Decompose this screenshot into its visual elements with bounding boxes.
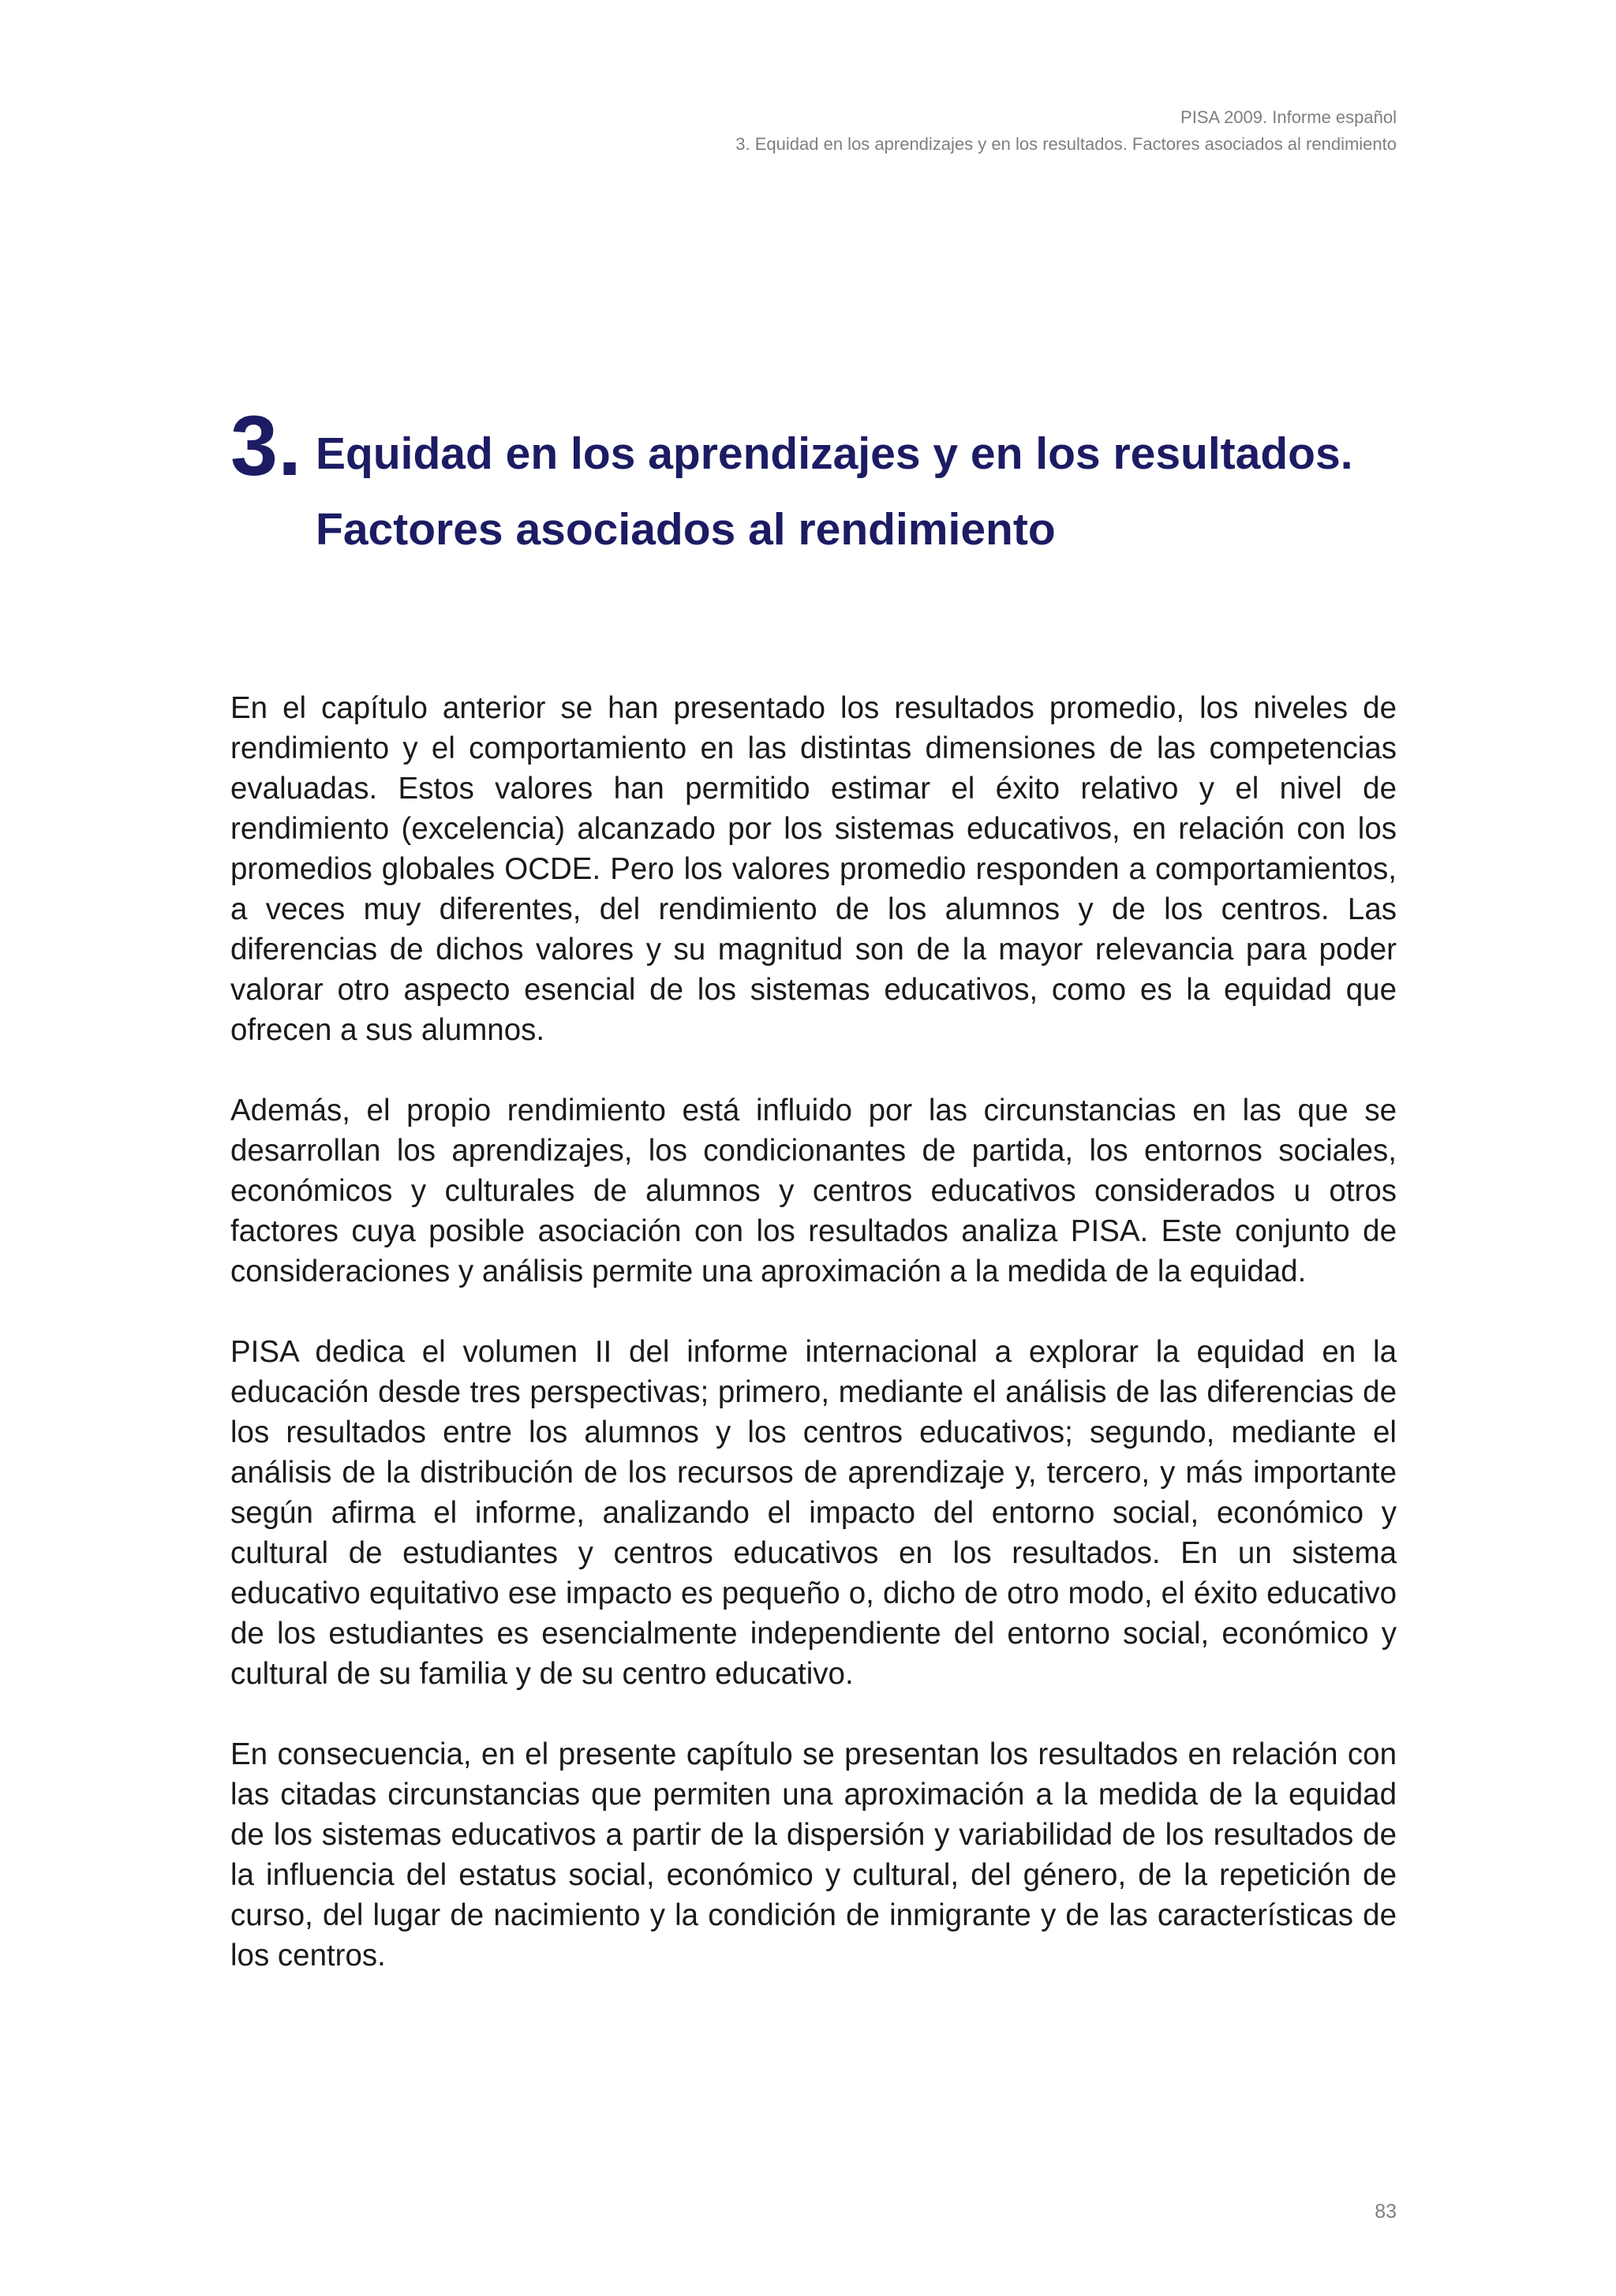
body-text (230, 688, 1397, 2016)
chapter-number: 3. (230, 398, 302, 493)
paragraph-1: En el capítulo anterior se han presentado los resultados promedio, los niveles de rendimiento y el comportamiento en las distintas dimensiones de las competencias evaluadas. Estos valores han permitido estimar el éxito relativo y el nivel de rendimiento (excelencia) alcanzado por los sistemas educativos, en relación con los promedios globales OCDE. Pero los valores promedio responden a comportamientos, a veces muy diferentes, del rendimiento de los alumnos y de los centros. Las diferencias de dichos valores y su magnitud son de la mayor relevancia para poder valorar otro aspecto esencial de los sistemas educativos, como es la equidad que ofrecen a sus alumnos. (230, 691, 1397, 1047)
paragraph-3: PISA dedica el volumen II del informe internacional a explorar la equidad en la educación desde tres perspectivas; primero, mediante el análisis de las diferencias de los resultados entre los alumnos y los centros educativos; segundo, mediante el análisis de la distribución de los recursos de aprendizaje y, tercero, y más importante según afirma el informe, analizando el impacto del entorno social, económico y cultural de estudiantes y centros educativos en los resultados. En un sistema educativo equitativo ese impacto es pequeño o, dicho de otro modo, el éxito educativo de los estudiantes es esencialmente independiente del entorno social, económico y cultural de su familia y de su centro educativo. (230, 1335, 1397, 1691)
running-header-chapter: 3. Equidad en los aprendizajes y en los resultados. Factores asociados al rendimiento (735, 134, 1397, 154)
paragraph-2: Además, el propio rendimiento está influido por las circunstancias en las que se desarrollan los aprendizajes, los condicionantes de partida, los entornos sociales, económicos y culturales de alumnos y centros educativos considerados u otros factores cuya posible asociación con los resultados analiza PISA. Este conjunto de consideraciones y análisis permite una aproximación a la medida de la equidad. (230, 1094, 1397, 1288)
chapter-title-line-2: Factores asociados al rendimiento (316, 504, 1056, 555)
running-header-title: PISA 2009. Informe español (1180, 107, 1397, 127)
page-number: 83 (1375, 2201, 1397, 2223)
chapter-title-line-1: Equidad en los aprendizajes y en los resultados. (316, 428, 1353, 479)
paragraph-4: En consecuencia, en el presente capítulo se presentan los resultados en relación con las citadas circunstancias que permiten una aproximación a la medida de la equidad de los sistemas educativos a partir de la dispersión y variabilidad de los resultados de la influencia del estatus social, económico y cultural, del género, de la repetición de curso, del lugar de nacimiento y la condición de inmigrante y de las características de los centros. (230, 1737, 1397, 1973)
running-header (292, 104, 1397, 158)
